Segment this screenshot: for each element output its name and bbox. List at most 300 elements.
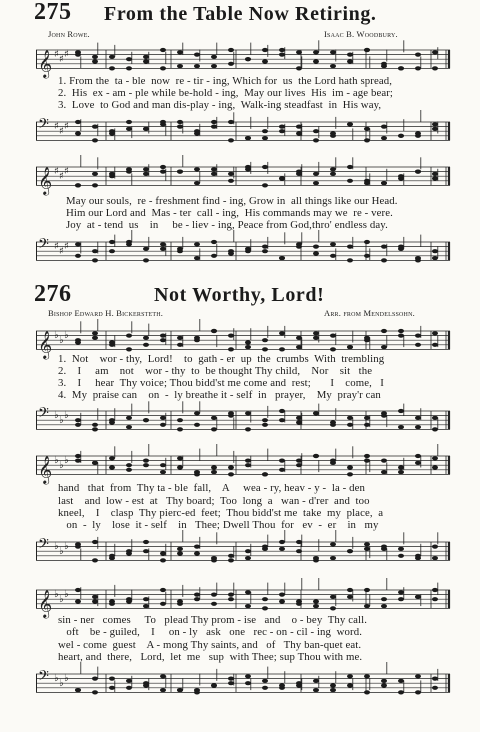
notehead-icon [296, 540, 302, 544]
notehead-icon [415, 334, 421, 338]
notehead-icon [432, 50, 438, 54]
notehead-icon [279, 459, 285, 463]
notehead-icon [194, 545, 200, 549]
notehead-icon [211, 55, 217, 59]
notehead-icon [347, 472, 353, 476]
notehead-icon [279, 593, 285, 597]
notehead-icon [194, 338, 200, 342]
notehead-icon [313, 245, 319, 249]
notehead-icon [364, 181, 370, 185]
notehead-icon [415, 258, 421, 262]
notehead-icon [364, 127, 370, 131]
treble-staff [36, 161, 450, 195]
notehead-icon [143, 597, 149, 601]
sharp-icon: ♯ [54, 121, 59, 132]
notehead-icon [143, 683, 149, 687]
notehead-icon [211, 329, 217, 333]
notehead-icon [177, 456, 183, 460]
notehead-icon [398, 547, 404, 551]
notehead-icon [245, 590, 251, 594]
notehead-icon [262, 547, 268, 551]
notehead-icon [415, 454, 421, 458]
notehead-icon [262, 48, 268, 52]
notehead-icon [381, 136, 387, 140]
notehead-icon [126, 686, 132, 690]
lyric-line: 4. My praise can on - ly breathe it - self in prayer, My pray'r can [58, 389, 381, 401]
notehead-icon [228, 593, 234, 597]
notehead-icon [432, 256, 438, 260]
treble-clef-icon: 𝄞 [38, 330, 53, 359]
notehead-icon [262, 418, 268, 422]
notehead-icon [381, 181, 387, 185]
notehead-icon [92, 59, 98, 63]
notehead-icon [126, 242, 132, 246]
notehead-icon [245, 57, 251, 61]
notehead-icon [279, 347, 285, 351]
notehead-icon [415, 425, 421, 429]
bass-clef-icon: 𝄢 [38, 236, 49, 256]
notehead-icon [262, 679, 268, 683]
notehead-icon [398, 554, 404, 558]
notehead-icon [177, 120, 183, 124]
sharp-icon: ♯ [59, 246, 64, 257]
notehead-icon [381, 679, 387, 683]
flat-icon: ♭ [64, 589, 69, 600]
notehead-icon [194, 242, 200, 246]
notehead-icon [364, 674, 370, 678]
notehead-icon [398, 679, 404, 683]
sharp-icon: ♯ [64, 121, 69, 132]
lyric-line: wel - come guest A - mong Thy saints, and of Thy ban-quet eat. [58, 639, 362, 651]
notehead-icon [160, 66, 166, 70]
notehead-icon [126, 416, 132, 420]
notehead-icon [75, 50, 81, 54]
sharp-icon: ♯ [54, 49, 59, 60]
notehead-icon [75, 242, 81, 246]
notehead-icon [415, 554, 421, 558]
notehead-icon [177, 125, 183, 129]
notehead-icon [126, 679, 132, 683]
notehead-icon [177, 427, 183, 431]
notehead-icon [296, 459, 302, 463]
notehead-icon [313, 411, 319, 415]
flat-icon: ♭ [64, 330, 69, 341]
notehead-icon [75, 423, 81, 427]
flat-icon: ♭ [59, 335, 64, 346]
sharp-icon: ♯ [64, 49, 69, 60]
notehead-icon [228, 472, 234, 476]
notehead-icon [143, 343, 149, 347]
notehead-icon [177, 465, 183, 469]
treble-staff [36, 44, 450, 78]
notehead-icon [228, 465, 234, 469]
notehead-icon [160, 247, 166, 251]
notehead-icon [75, 459, 81, 463]
notehead-icon [432, 66, 438, 70]
notehead-icon [160, 688, 166, 692]
bass-clef-icon: 𝄢 [38, 405, 49, 425]
notehead-icon [262, 129, 268, 133]
notehead-icon [160, 558, 166, 562]
notehead-icon [347, 53, 353, 57]
notehead-icon [364, 338, 370, 342]
notehead-icon [262, 245, 268, 249]
notehead-icon [75, 588, 81, 592]
notehead-icon [398, 597, 404, 601]
notehead-icon [398, 470, 404, 474]
notehead-icon [364, 48, 370, 52]
flat-icon: ♭ [59, 546, 64, 557]
lyric-line: Joy at - tend us in be - liev - ing, Peace from God,thro' endless day. [66, 219, 388, 231]
notehead-icon [245, 556, 251, 560]
notehead-icon [194, 129, 200, 133]
notehead-icon [296, 66, 302, 70]
notehead-icon [364, 459, 370, 463]
flat-icon: ♭ [64, 673, 69, 684]
notehead-icon [160, 242, 166, 246]
notehead-icon [279, 409, 285, 413]
notehead-icon [143, 55, 149, 59]
notehead-icon [381, 245, 387, 249]
notehead-icon [143, 418, 149, 422]
notehead-icon [126, 127, 132, 131]
notehead-icon [109, 174, 115, 178]
notehead-icon [177, 688, 183, 692]
notehead-icon [364, 547, 370, 551]
notehead-icon [432, 122, 438, 126]
notehead-icon [228, 558, 234, 562]
notehead-icon [228, 554, 234, 558]
notehead-icon [262, 347, 268, 351]
notehead-icon [347, 588, 353, 592]
notehead-icon [364, 240, 370, 244]
notehead-icon [262, 136, 268, 140]
treble-clef-icon: 𝄞 [38, 49, 53, 78]
notehead-icon [415, 343, 421, 347]
notehead-icon [279, 468, 285, 472]
notehead-icon [381, 470, 387, 474]
notehead-icon [160, 470, 166, 474]
notehead-icon [194, 470, 200, 474]
notehead-icon [92, 258, 98, 262]
notehead-icon [364, 423, 370, 427]
notehead-icon [398, 590, 404, 594]
notehead-icon [381, 125, 387, 129]
notehead-icon [432, 416, 438, 420]
notehead-icon [347, 179, 353, 183]
notehead-icon [228, 334, 234, 338]
notehead-icon [92, 423, 98, 427]
notehead-icon [126, 57, 132, 61]
notehead-icon [296, 125, 302, 129]
notehead-icon [160, 338, 166, 342]
notehead-icon [245, 427, 251, 431]
notehead-icon [143, 59, 149, 63]
notehead-icon [75, 418, 81, 422]
notehead-icon [364, 454, 370, 458]
lyric-line: on - ly lose it - self in Thee; Dwell Thou for ev - er in my [58, 519, 379, 531]
notehead-icon [296, 345, 302, 349]
notehead-icon [109, 240, 115, 244]
notehead-icon [330, 50, 336, 54]
notehead-icon [432, 343, 438, 347]
bass-clef-icon: 𝄢 [38, 536, 49, 556]
lyric-line: 1. From the ta - ble now re - tir - ing, Which for us the Lord hath spread, [58, 75, 393, 87]
notehead-icon [381, 345, 387, 349]
notehead-icon [347, 165, 353, 169]
notehead-icon [109, 602, 115, 606]
notehead-icon [160, 602, 166, 606]
notehead-icon [262, 338, 268, 342]
notehead-icon [313, 688, 319, 692]
notehead-icon [92, 595, 98, 599]
notehead-icon [381, 258, 387, 262]
bass-staff [36, 405, 450, 435]
notehead-icon [262, 249, 268, 253]
notehead-icon [143, 336, 149, 340]
notehead-icon [330, 688, 336, 692]
notehead-icon [347, 465, 353, 469]
notehead-icon [245, 459, 251, 463]
notehead-icon [126, 468, 132, 472]
flat-icon: ♭ [64, 455, 69, 466]
notehead-icon [415, 53, 421, 57]
notehead-icon [347, 549, 353, 553]
notehead-icon [381, 545, 387, 549]
notehead-icon [126, 334, 132, 338]
notehead-icon [432, 556, 438, 560]
notehead-icon [211, 556, 217, 560]
notehead-icon [364, 588, 370, 592]
notehead-icon [245, 674, 251, 678]
hymn-composer: Arr. from Mendelssohn. [324, 308, 415, 318]
notehead-icon [296, 602, 302, 606]
notehead-icon [75, 688, 81, 692]
notehead-icon [211, 240, 217, 244]
notehead-icon [296, 681, 302, 685]
bass-clef-icon: 𝄢 [38, 668, 49, 688]
treble-staff [36, 450, 450, 484]
flat-icon: ♭ [64, 410, 69, 421]
lyric-line: 3. Love to God and man dis-play - ing, Walk-ing steadfast in His way, [58, 99, 382, 111]
notehead-icon [92, 336, 98, 340]
notehead-icon [296, 463, 302, 467]
notehead-icon [330, 242, 336, 246]
notehead-icon [194, 597, 200, 601]
notehead-icon [347, 345, 353, 349]
notehead-icon [228, 138, 234, 142]
notehead-icon [381, 329, 387, 333]
notehead-icon [330, 459, 336, 463]
hymn-composer: Isaac B. Woodbury. [324, 29, 398, 39]
notehead-icon [296, 131, 302, 135]
notehead-icon [177, 343, 183, 347]
notehead-icon [109, 129, 115, 133]
notehead-icon [432, 456, 438, 460]
notehead-icon [296, 416, 302, 420]
notehead-icon [92, 558, 98, 562]
notehead-icon [398, 690, 404, 694]
notehead-icon [398, 245, 404, 249]
notehead-icon [75, 542, 81, 546]
notehead-icon [313, 251, 319, 255]
hymn-author: Bishop Edward H. Bickersteth. [48, 308, 164, 318]
notehead-icon [279, 48, 285, 52]
notehead-icon [245, 549, 251, 553]
notehead-icon [160, 551, 166, 555]
notehead-icon [313, 556, 319, 560]
notehead-icon [160, 48, 166, 52]
notehead-icon [194, 167, 200, 171]
notehead-icon [415, 461, 421, 465]
notehead-icon [432, 176, 438, 180]
notehead-icon [160, 674, 166, 678]
hymn-author: John Rowe. [48, 29, 90, 39]
notehead-icon [381, 597, 387, 601]
notehead-icon [211, 593, 217, 597]
notehead-icon [330, 64, 336, 68]
notehead-icon [75, 254, 81, 258]
notehead-icon [330, 334, 336, 338]
notehead-icon [262, 606, 268, 610]
lyric-line: May our souls, re - freshment find - ing, Grow in all things like our Head. [66, 195, 398, 207]
notehead-icon [364, 416, 370, 420]
notehead-icon [330, 172, 336, 176]
notehead-icon [432, 249, 438, 253]
notehead-icon [211, 427, 217, 431]
notehead-icon [245, 463, 251, 467]
notehead-icon [313, 172, 319, 176]
hymn-title: Not Worthy, Lord! [154, 284, 325, 306]
notehead-icon [262, 183, 268, 187]
notehead-icon [75, 120, 81, 124]
notehead-icon [75, 131, 81, 135]
notehead-icon [160, 588, 166, 592]
sharp-icon: ♯ [54, 166, 59, 177]
notehead-icon [228, 681, 234, 685]
notehead-icon [415, 595, 421, 599]
notehead-icon [432, 465, 438, 469]
bass-staff [36, 236, 450, 266]
notehead-icon [398, 425, 404, 429]
notehead-icon [296, 172, 302, 176]
notehead-icon [347, 59, 353, 63]
notehead-icon [92, 172, 98, 176]
notehead-icon [364, 254, 370, 258]
notehead-icon [228, 179, 234, 183]
notehead-icon [228, 411, 234, 415]
sharp-icon: ♯ [59, 126, 64, 137]
notehead-icon [432, 686, 438, 690]
notehead-icon [296, 242, 302, 246]
lyric-line: heart, and there, Lord, let me sup with Thee; sup Thou with me. [58, 651, 363, 663]
bass-staff [36, 668, 450, 698]
notehead-icon [279, 540, 285, 544]
notehead-icon [364, 690, 370, 694]
notehead-icon [313, 454, 319, 458]
notehead-icon [228, 48, 234, 52]
notehead-icon [330, 542, 336, 546]
notehead-icon [279, 547, 285, 551]
notehead-icon [194, 181, 200, 185]
notehead-icon [228, 172, 234, 176]
notehead-icon [347, 423, 353, 427]
notehead-icon [398, 174, 404, 178]
notehead-icon [109, 249, 115, 253]
notehead-icon [347, 245, 353, 249]
notehead-icon [160, 423, 166, 427]
hymn-number: 276 [34, 281, 72, 307]
notehead-icon [432, 172, 438, 176]
notehead-icon [211, 416, 217, 420]
notehead-icon [177, 602, 183, 606]
notehead-icon [177, 64, 183, 68]
notehead-icon [432, 588, 438, 592]
notehead-icon [177, 547, 183, 551]
notehead-icon [194, 423, 200, 427]
notehead-icon [245, 249, 251, 253]
flat-icon: ♭ [59, 594, 64, 605]
notehead-icon [279, 683, 285, 687]
notehead-icon [313, 679, 319, 683]
notehead-icon [211, 465, 217, 469]
flat-icon: ♭ [54, 455, 59, 466]
notehead-icon [126, 66, 132, 70]
notehead-icon [262, 472, 268, 476]
notehead-icon [432, 127, 438, 131]
notehead-icon [347, 674, 353, 678]
notehead-icon [364, 542, 370, 546]
sharp-icon: ♯ [59, 171, 64, 182]
notehead-icon [330, 347, 336, 351]
notehead-icon [347, 683, 353, 687]
lyric-line: last and low - est at Thy board; Too long a wan - d'rer and too [58, 495, 370, 507]
notehead-icon [160, 334, 166, 338]
flat-icon: ♭ [54, 589, 59, 600]
notehead-icon [194, 690, 200, 694]
lyric-line: Him our Lord and Mas - ter call - ing, His commands may we re - vere. [66, 207, 393, 219]
notehead-icon [262, 59, 268, 63]
notehead-icon [245, 340, 251, 344]
lyric-line: hand that from Thy ta - ble fall, A wea - ry, heav - y - la - den [58, 482, 366, 494]
notehead-icon [92, 183, 98, 187]
notehead-icon [143, 540, 149, 544]
notehead-icon [262, 597, 268, 601]
notehead-icon [75, 340, 81, 344]
flat-icon: ♭ [54, 330, 59, 341]
notehead-icon [415, 131, 421, 135]
notehead-icon [347, 258, 353, 262]
notehead-icon [143, 463, 149, 467]
flat-icon: ♭ [54, 410, 59, 421]
notehead-icon [194, 411, 200, 415]
notehead-icon [415, 416, 421, 420]
notehead-icon [109, 55, 115, 59]
notehead-icon [177, 50, 183, 54]
notehead-icon [126, 599, 132, 603]
notehead-icon [313, 604, 319, 608]
notehead-icon [228, 347, 234, 351]
notehead-icon [109, 66, 115, 70]
notehead-icon [126, 425, 132, 429]
notehead-icon [211, 683, 217, 687]
notehead-icon [228, 249, 234, 253]
notehead-icon [330, 683, 336, 687]
notehead-icon [177, 336, 183, 340]
notehead-icon [381, 604, 387, 608]
notehead-icon [126, 120, 132, 124]
notehead-icon [126, 347, 132, 351]
